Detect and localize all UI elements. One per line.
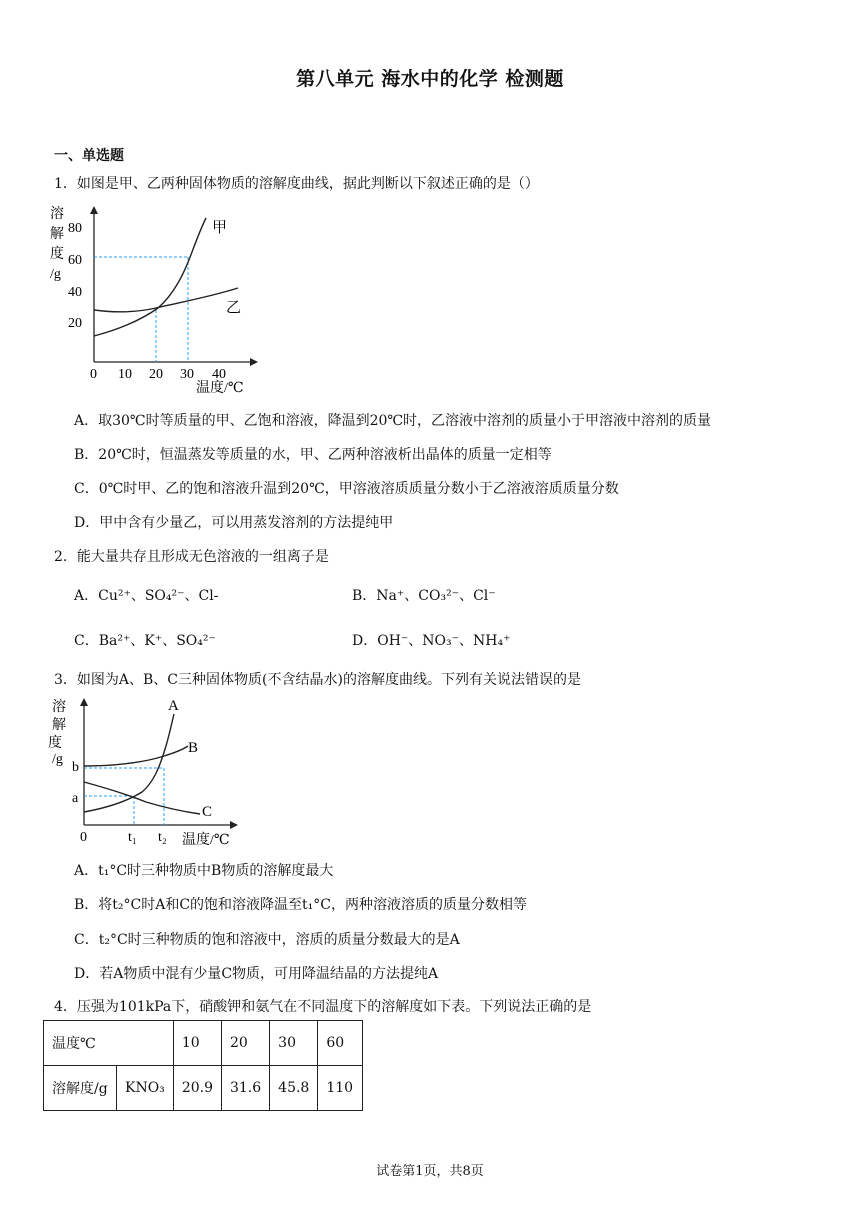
curve-c (84, 782, 200, 814)
table-cell: 20.9 (173, 1066, 221, 1111)
x-tick-t2: t₂ (158, 830, 167, 845)
x-tick-t1: t₁ (128, 830, 137, 845)
question-3-stem: 3．如图为A、B、C三种固体物质(不含结晶水)的溶解度曲线。下列有关说法错误的是 (54, 672, 581, 688)
legend-b: B (188, 740, 199, 756)
svg-text:/g: /g (50, 267, 61, 282)
q3-option-b[interactable]: B．将t₂°C时A和C的饱和溶液降温至t₁°C，两种溶液溶质的质量分数相等 (74, 897, 528, 913)
question-1-stem: 1．如图是甲、乙两种固体物质的溶解度曲线，据此判断以下叙述正确的是（） (54, 176, 539, 192)
y-tick-a: a (72, 791, 79, 806)
legend-a: A (168, 698, 179, 714)
svg-text:/g: /g (52, 752, 63, 767)
table-cell: 溶解度/g (44, 1066, 117, 1111)
table-cell: 30 (270, 1021, 318, 1066)
svg-text:解: 解 (52, 718, 66, 733)
svg-text:解: 解 (50, 227, 64, 242)
x-tick-0: 0 (90, 367, 97, 382)
solubility-table (43, 1020, 363, 1111)
x-axis-label: 温度/℃ (196, 381, 244, 396)
page-footer: 试卷第1页，共8页 (376, 1164, 484, 1179)
q2-option-c[interactable]: C．Ba²⁺、K⁺、SO₄²⁻ (74, 633, 216, 649)
table-cell: 20 (221, 1021, 269, 1066)
q1-option-c[interactable]: C．0℃时甲、乙的饱和溶液升温到20℃，甲溶液溶质质量分数小于乙溶液溶质质量分数 (74, 481, 619, 497)
legend-jia: 甲 (212, 220, 228, 236)
svg-text:度: 度 (50, 247, 64, 262)
page-title: 第八单元 海水中的化学 检测题 (296, 68, 564, 90)
legend-yi: 乙 (226, 300, 242, 316)
svg-text:度: 度 (48, 736, 62, 751)
q2-option-d[interactable]: D．OH⁻、NO₃⁻、NH₄⁺ (352, 633, 511, 649)
x-tick-0: 0 (80, 830, 87, 845)
q3-option-a[interactable]: A．t₁°C时三种物质中B物质的溶解度最大 (74, 863, 334, 879)
q1-option-d[interactable]: D．甲中含有少量乙，可以用蒸发溶剂的方法提纯甲 (74, 515, 394, 531)
y-tick-b: b (72, 760, 79, 775)
x-tick-40: 40 (212, 367, 226, 382)
x-tick-30: 30 (180, 367, 194, 382)
q2-option-b[interactable]: B．Na⁺、CO₃²⁻、Cl⁻ (352, 588, 496, 604)
y-tick-40: 40 (68, 285, 82, 300)
table-row (44, 1021, 363, 1066)
section-heading: 一、单选题 (54, 148, 124, 164)
svg-text:溶: 溶 (52, 700, 66, 715)
svg-text:溶: 溶 (50, 207, 64, 222)
q1-option-a[interactable]: A．取30℃时等质量的甲、乙饱和溶液，降温到20℃时，乙溶液中溶剂的质量小于甲溶液中溶剂的质量 (74, 413, 712, 429)
curve-b (84, 746, 188, 766)
curve-jia (94, 218, 206, 336)
q3-option-d[interactable]: D．若A物质中混有少量C物质，可用降温结晶的方法提纯A (74, 966, 439, 982)
table-cell: 31.6 (221, 1066, 269, 1111)
y-tick-20: 20 (68, 316, 82, 331)
y-tick-80: 80 (68, 221, 82, 236)
table-cell: 60 (318, 1021, 363, 1066)
question-4-stem: 4．压强为101kPa下，硝酸钾和氨气在不同温度下的溶解度如下表。下列说法正确的是 (54, 999, 592, 1015)
table-cell: 45.8 (270, 1066, 318, 1111)
x-tick-10: 10 (118, 367, 132, 382)
question-2-stem: 2．能大量共存且形成无色溶液的一组离子是 (54, 549, 329, 565)
table-cell: 温度℃ (44, 1021, 174, 1066)
x-axis-label: 温度/℃ (182, 833, 230, 848)
legend-c: C (202, 804, 213, 820)
q2-option-a[interactable]: A．Cu²⁺、SO₄²⁻、Cl- (74, 588, 219, 604)
q1-option-b[interactable]: B．20℃时，恒温蒸发等质量的水，甲、乙两种溶液析出晶体的质量一定相等 (74, 447, 552, 463)
table-cell: 110 (318, 1066, 363, 1111)
table-cell: 10 (173, 1021, 221, 1066)
table-cell: KNO₃ (117, 1066, 174, 1111)
table-row (44, 1066, 363, 1111)
x-tick-20: 20 (149, 367, 163, 382)
q3-option-c[interactable]: C．t₂°C时三种物质的饱和溶液中，溶质的质量分数最大的是A (74, 932, 460, 948)
q3-solubility-chart (46, 696, 256, 851)
q1-solubility-chart (46, 202, 266, 397)
y-tick-60: 60 (68, 253, 82, 268)
